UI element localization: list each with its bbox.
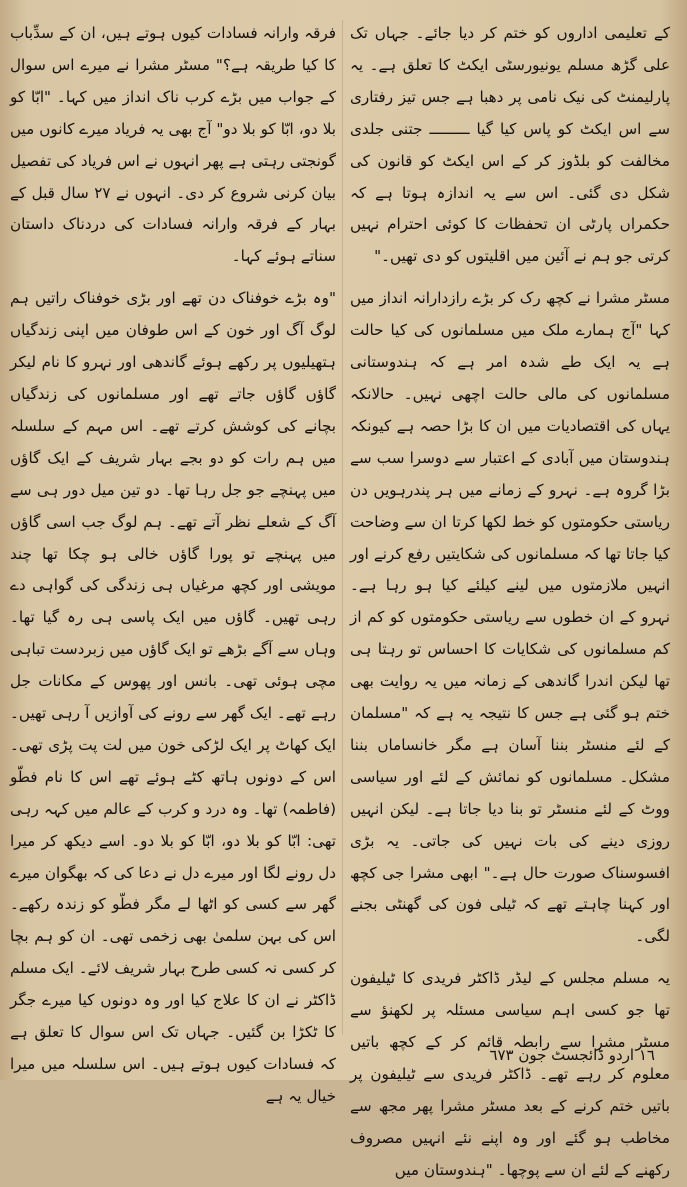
- right-paragraph-3: یہ مسلم مجلس کے لیڈر ڈاکٹر فریدی کا ٹیلیفون تھا جو کسی اہم سیاسی مسئلہ پر لکھنؤ سے مسٹر مشرا سے رابطہ قائم کر کے کچھ باتیں معلوم کر رہے تھے۔ ڈاکٹر فریدی سے ٹیلیفون پر باتیں ختم کرنے کے بعد مسٹر مشرا پھر مجھ سے مخاطب ہو گئے اور وہ اپنے نئے انہیں مصروف رکھنے کے لئے ان سے پوچھا۔ "ہندوستان میں: [350, 969, 670, 1179]
- column-divider: [342, 20, 343, 1035]
- left-paragraph-2: "وہ بڑے خوفناک دن تھے اور بڑی خوفناک راتیں ہم لوگ آگ اور خون کے اس طوفان میں اپنی زندگیاں ہتھیلیوں پر رکھے ہوئے گاندھی اور نہرو کا نام لیکر گاؤں گاؤں جاتے تھے اور مسلمانوں کی زندگیاں بچانے کی کوشش کرتے تھے۔ اس مہم کے سلسلہ میں ہم رات کو دو بجے بہار شریف کے ایک گاؤں میں پہنچے جو جل رہا تھا۔ دو تین میل دور ہی سے آگ کے شعلے نظر آتے تھے۔ ہم لوگ جب اسی گاؤں میں پہنچے تو پورا گاؤں خالی ہو چکا تھا چند مویشی اور کچھ مرغیاں ہی زندگی کی گواہی دے رہی تھیں۔ گاؤں میں ایک پاسی ہی رہ گیا تھا۔ وہاں سے آگے بڑھے تو ایک گاؤں میں زبردست تباہی مچی ہوئی تھی۔ بانس اور پھوس کے مکانات جل رہے تھے۔ ایک گھر سے رونے کی آوازیں آ رہی تھیں۔ ایک کھاٹ پر ایک لڑکی خون میں لت پت پڑی تھی۔ اس کے دونوں ہاتھ کٹے ہوئے تھے اس کا نام فطّو (فاطمہ) تھا۔ وہ درد و کرب کے عالم میں کہہ رہی تھی: ابّا کو بلا دو، ابّا کو بلا دو۔ اسے دیکھ کر میرا دل رونے لگا اور میرے دل نے دعا کی کہ بھگوان میرے گھر سے کسی کو اٹھا لے مگر فطّو کو زندہ رکھے۔ اس کی بہن سلمیٰ بھی زخمی تھی۔ ان کو ہم بچا کر کسی نہ کسی طرح بہار شریف لائے۔ ایک مسلم ڈاکٹر نے ان کا علاج کیا اور وہ دونوں کیا میرے جگر کا ٹکڑا بن گئیں۔ جہاں تک اس سوال کا تعلق ہے کہ فسادات کیوں ہوتے ہیں۔ اس سلسلہ میں میرا خیال یہ ہے: [10, 289, 336, 1105]
- paragraph-gap: [350, 953, 670, 963]
- paragraph-gap: [350, 273, 670, 283]
- right-paragraph-2: مسٹر مشرا نے کچھ رک کر بڑے رازدارانہ انداز میں کہا "آج ہمارے ملک میں مسلمانوں کی کیا حالت ہے یہ ایک طے شدہ امر ہے کہ ہندوستانی مسلمانوں کی مالی حالت اچھی نہیں۔ حالانکہ یہاں کی اقتصادیات میں ان کا بڑا حصہ ہے کیونکہ ہندوستان میں آبادی کے اعتبار سے دوسرا سب سے بڑا گروہ ہے۔ نہرو کے زمانے میں ہر پندرہویں دن ریاستی حکومتوں کو خط لکھا کرتا ان سے وضاحت کیا جاتا تھا کہ مسلمانوں کی شکایتیں رفع کرنے اور انہیں ملازمتوں میں لینے کیلئے کیا ہو رہا ہے۔ نہرو کے ان خطوں سے ریاستی حکومتوں کو کم از کم مسلمانوں کی شکایات کا احساس تو رہتا ہی تھا لیکن اندرا گاندھی کے زمانہ میں یہ روایت بھی ختم ہو گئی ہے جس کا نتیجہ یہ ہے کہ "مسلمان کے لئے منسٹر بننا آسان ہے مگر خانساماں بننا مشکل۔ مسلمانوں کو نمائش کے لئے اور سیاسی ووٹ کے لئے منسٹر تو بنا دیا جاتا ہے۔ لیکن انہیں روزی دینے کی بات نہیں کی جاتی۔ یہ بڑی افسوسناک صورت حال ہے۔" ابھی مشرا جی کچھ اور کہنا چاہتے تھے کہ ٹیلی فون کی گھنٹی بجنے لگی۔: [350, 289, 670, 946]
- left-column: [10, 18, 336, 1105]
- paragraph-gap: [10, 273, 336, 283]
- page-footer: ١٦ اردو ڈائجسٹ جون ٦٧٣: [489, 1046, 655, 1064]
- right-paragraph-1: کے تعلیمی اداروں کو ختم کر دیا جائے۔ جہاں تک علی گڑھ مسلم یونیورسٹی ایکٹ کا تعلق ہے۔ یہ پارلیمنٹ کی نیک نامی پر دھبا ہے جس تیز رفتاری سے اس ایکٹ کو پاس کیا گیا ـــــــــ جتنی جلدی مخالفت کو بلڈوز کر کے اس ایکٹ کو قانون کی شکل دی گئی۔ اس سے یہ اندازہ ہوتا ہے کہ حکمراں پارٹی ان تحفظات کا کوئی احترام نہیں کرتی جو ہم نے آئین میں اقلیتوں کو دی تھیں۔": [350, 24, 670, 266]
- left-paragraph-1: فرقہ وارانہ فسادات کیوں ہوتے ہیں، ان کے سدِّباب کا کیا طریقہ ہے؟" مسٹر مشرا نے میرے اس سوال کے جواب میں بڑے کرب ناک انداز میں کہا۔ "ابّا کو بلا دو، ابّا کو بلا دو" آج بھی یہ فریاد میرے کانوں میں گونجتی رہتی ہے پھر انہوں نے اس فریاد کی تفصیل بیان کرنی شروع کر دی۔ انہوں نے ۲۷ سال قبل کے بہار کے فرقہ وارانہ فسادات کی دردناک داستان سناتے ہوئے کہا۔: [10, 24, 336, 266]
